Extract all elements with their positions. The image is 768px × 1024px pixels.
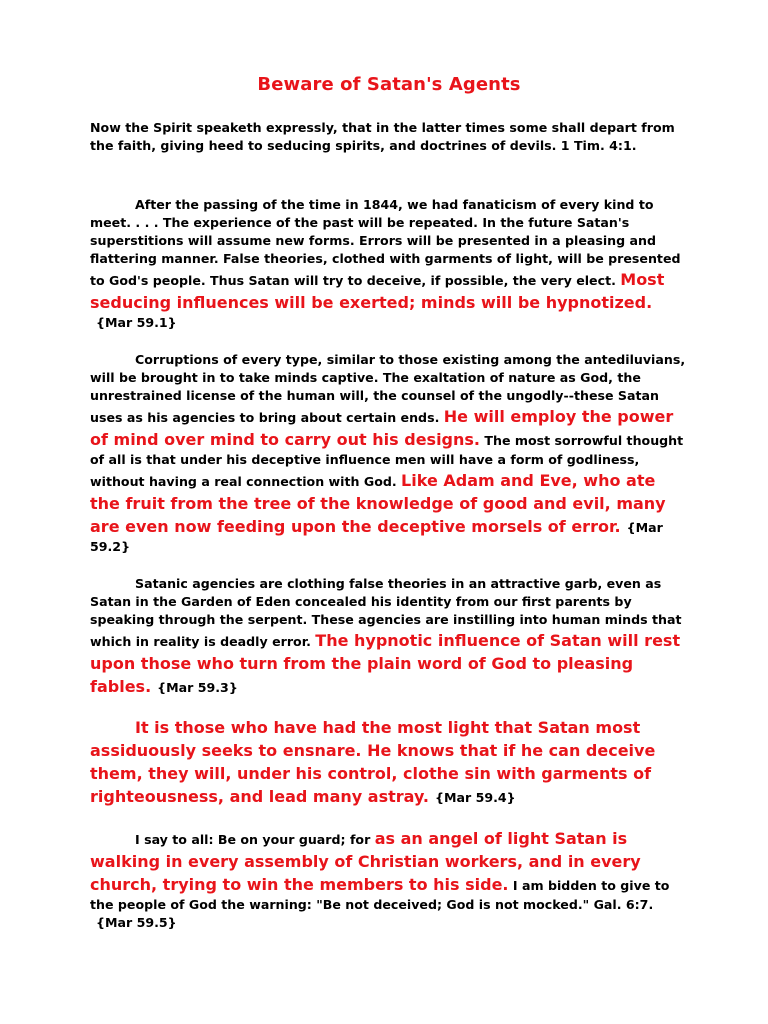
- paragraph-5-highlight: as an angel of light Satan is walking in every assembly of Christian workers, and in every church, trying to win the members to his side.: [90, 829, 641, 894]
- paragraph-4-reference: {Mar 59.4}: [435, 790, 516, 805]
- paragraph-5-reference: {Mar 59.5}: [96, 915, 177, 930]
- paragraph-1: [90, 196, 688, 332]
- paragraph-4-highlight: It is those who have had the most light that Satan most assiduously seeks to ensnare. He knows that if he can deceive them, they will, under his control, clothe sin with garments of righteousness, and lead many astray.: [90, 718, 656, 806]
- paragraph-2-text-b: The most sorrowful thought of all is that under his deceptive influence men will have a form of godliness, without having a real connection with God.: [90, 433, 684, 489]
- paragraph-4: [90, 716, 688, 809]
- paragraph-2-highlight-a: He will employ the power of mind over mind to carry out his designs.: [90, 407, 674, 449]
- paragraph-3-highlight: The hypnotic influence of Satan will rest upon those who turn from the plain word of God to pleasing fables.: [90, 631, 681, 696]
- paragraph-5: [90, 827, 688, 932]
- paragraph-2: [90, 351, 688, 556]
- paragraph-1-highlight: Most seducing influences will be exerted; minds will be hypnotized.: [90, 270, 665, 312]
- paragraph-5-text-b: I am bidden to give to the people of God the warning: "Be not deceived; God is not mocked." Gal. 6:7.: [90, 878, 670, 912]
- paragraph-5-text-a: I say to all: Be on your guard; for: [135, 832, 371, 847]
- paragraph-2-text-a: Corruptions of every type, similar to those existing among the antediluvians, will be brought in to take minds captive. The exaltation of nature as God, the unrestrained license of the human will, the counsel of the ungodly--these Satan uses as his agencies to bring about certain ends.: [90, 352, 686, 425]
- paragraph-3: [90, 575, 688, 698]
- paragraph-3-reference: {Mar 59.3}: [157, 680, 238, 695]
- page-title: Beware of Satan's Agents: [257, 74, 521, 95]
- paragraph-2-reference: {Mar 59.2}: [90, 520, 663, 554]
- paragraph-2-highlight-b: Like Adam and Eve, who ate the fruit from the tree of the knowledge of good and evil, many are even now feeding upon the deceptive morsels of error.: [90, 471, 666, 536]
- intro-scripture: Now the Spirit speaketh expressly, that in the latter times some shall depart from the faith, giving heed to seducing spirits, and doctrines of devils. 1 Tim. 4:1.: [90, 120, 675, 153]
- paragraph-1-reference: {Mar 59.1}: [96, 315, 177, 330]
- paragraph-3-text: Satanic agencies are clothing false theories in an attractive garb, even as Satan in the Garden of Eden concealed his identity from our first parents by speaking through the serpent. These agencies are instilling into human minds that which in reality is deadly error.: [90, 576, 682, 649]
- paragraph-1-text: After the passing of the time in 1844, we had fanaticism of every kind to meet. . . . The experience of the past will be repeated. In the future Satan's superstitions will assume new forms. Errors will be presented in a pleasing and flattering manner. False theories, clothed with garments of light, will be presented to God's people. Thus Satan will try to deceive, if possible, the very elect.: [90, 197, 681, 288]
